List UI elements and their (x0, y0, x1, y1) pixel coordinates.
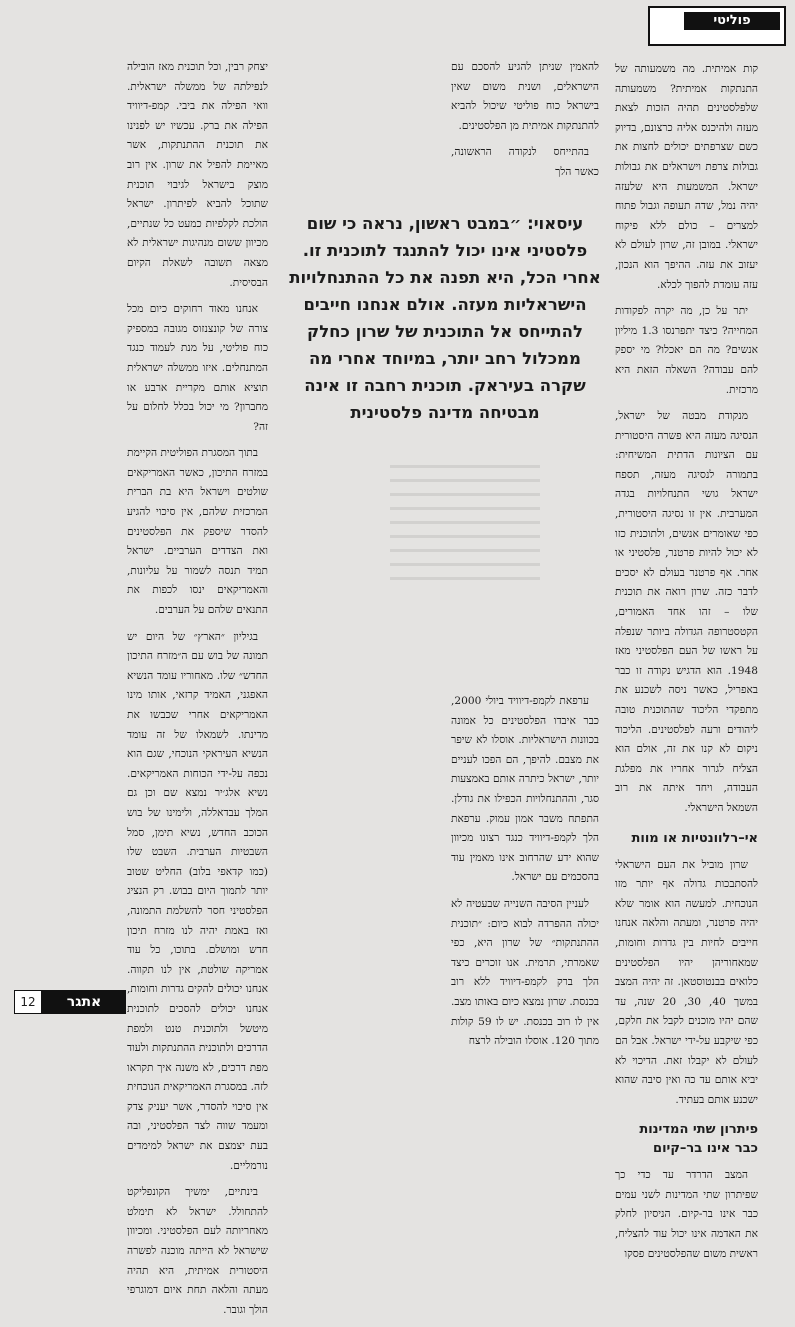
paragraph: להאמין שניתן להגיע להסכם עם הישראלים, ושנית משום שאין בישראל כוח פוליטי שיכול להביא להתנתקות אמיתית מן הפלסטינים. (451, 61, 599, 132)
subheading: פיתרון שתי המדינות כבר אינו בר–קיום (639, 1122, 758, 1157)
page-number: 12 (14, 990, 42, 1014)
page-footer (14, 988, 126, 1016)
section-label: פוליטי (684, 12, 780, 30)
paragraph: ערפאת לקמפ-דיוויד ביולי 2000, כבר איבדו הפלסטינים כל אמונה בכוונות הישראליות. אוסלו לא שיפר את מצבם. להיפך, הם הפכו לעניים יותר, ישראל כיתרה אותם באמצעות סגר, וההתנחלויות הכפילו את גודלן. התפתח משבר אמון עמוק. ערפאת הלך לקמפ-דיוויד כנגד רצונו מכיוון שהוא ידע שהרחוב אינו מאמין עוד בהסכמים עם ישראל. (451, 695, 599, 884)
magazine-logo: אתגר (42, 990, 126, 1014)
section-tag (648, 6, 786, 46)
paragraph: יצחק רבין, וכל תוכנית מאז הובילה לנפילתה של ממשלה ישראלית. וואי הפילה את ביבי. קמפ-דיוויד הפילה את ברק. עכשיו יש לפנינו את תוכנית ההתנתקות, אשר מאיימת להפיל את שרון. אין רוב מוצק בישראל לגיבוי תוכנית שתוכל להביא לפיתרון. ישראל הולכת לקלפיות כמעט כל שנתיים, מכיוון ששום מנהיגות ישראלית לא מצאה תשובה לשאלת הקיום הבסיסית. (127, 61, 268, 289)
subheading: אי–רלוונטיות או מוות (631, 830, 758, 846)
column-3 (127, 58, 268, 1327)
paragraph: קות אמיתית. מה משמעותה של התנתקות אמיתית? משמעותה שלפלסטינים תהיה הזכות לצאת מעזה ולהיכנס אליה כרצונם, בדיוק כשם שצרפתים יכולים לחצות את גבולות צרפת וישראלים את גבולות ישראל. המשמעות היא שלעזה יהיה נמל, שדה תעופה וגבול פתוח למצרים – כולם ללא פיקוח ישראלי. במובן זה, שרון לעולם לא יעזוב את עזה. ההיפך הוא הנכון, עזה עומדת להפוך לכלא. (615, 63, 758, 291)
paragraph: בהתייחס לנקודה הראשונה, כאשר הלך (451, 146, 599, 178)
column-2-bottom (451, 692, 599, 1059)
show-through-texture (390, 460, 540, 580)
paragraph: בינתיים, ימשיך הקונפליקט להתחולל. ישראל לא תימלט מאחריותה לעם הפלסטיני. ומכיוון שישראל לא הייתה מוכנה לפשרה היסטורית אמיתית, היא תהיה מעתה והלאה תחת איום דמוגרפי הולך וגובר. (127, 1186, 268, 1316)
pull-quote: עיסאוי: ״במבט ראשון, נראה כי שום פלסטיני אינו יכול להתנגד לתוכנית זו. אחרי הכל, היא תפנה את כל ההתנחלויות הישראליות מעזה. אולם אנחנו חייבים להתייחס אל התוכנית של שרון כחלק ממכלול רחב יותר, במיוחד אחרי מה שקרה בעיראק. תוכנית רחבה זו אינה מבטיחה מדינה פלסטינית (289, 214, 601, 422)
paragraph: המצב הדרדר עד כדי כך שפיתרון שתי המדינות לשני עמים כבר אינו בר-קיום. הניסיון לחלק את האדמה אינו יכול עוד להצליח, ראשית משום שהפלסטינים פסקו (615, 1169, 758, 1260)
paragraph: לעניין הסיבה השנייה שבעטיה לא יכולה ההפרדה לבוא כיום: ״תוכנית ההתנתקות״ של שרון היא, כפי שאמרתי, תרמית. אנו זוכרים כיצד הלך ברק לקמפ-דיוויד ללא רוב בכנסת. שרון נמצא כיום באותו מצב. אין לו רוב בכנסת. יש לו 59 קולות מתוך 120. אוסלו הובילה לרצח (451, 897, 599, 1048)
paragraph: יתר על כן, מה יקרה לפקודות המחייה? כיצד יתפרנסו 1.3 מיליון אנשים? מה הם יאכלו? מי יספק להם עבודה? השאלה הזאת היא מרכזית. (615, 305, 758, 396)
column-2-top (451, 58, 599, 190)
paragraph: אנחנו מאוד רחוקים כיום מכל צורה של קונצנזוס מגובה במספיק כוח פוליטי, על מנת לעמוד כנגד המתנחלים. איזו ממשלה ישראלית תוציא אותם מקריית ארבע או מחברון? מי יכול בכלל לחלום על זה? (127, 303, 268, 433)
column-1 (615, 60, 758, 1271)
paragraph: בתוך המסגרת הפוליטית הקיימת במזרח התיכון, כאשר האמריקאים שולטים וישראל היא בת הברית המרכזית שלהם, אין סיכוי להגיע להסדר שיספק את הפלסטינים ואת הצדדים הערביים. ישראל תמיד תנסה לשמור על עליונות, והאמריקאים ינסו לכפות את התנאים שלהם על הערבים. (127, 447, 268, 617)
paragraph: שרון מוביל את העם הישראלי להסתבכות גדולה אף יותר מזו הנוכחית. למעשה הוא אומר שלא יהיה פרטנר, ומעתה והלאה אנחנו חייבים לחיות בין גדרות וחומות, שמאחוריהן יהיו הפלסטינים כלואים בבנטוסטאן. זה יהיה המצב במשך 40, 30, 20 שנה, עד שהם יהיו מוכנים לקבל את חלקם, כפי שיקבע על-ידי ישראל. אבל הם לעולם לא יקבלו זאת. הדיכוי לא יביא אותם עד כה ואין סיבה שהוא ישכנע אותם בעתיד. (615, 858, 758, 1106)
paragraph: מנקודת מבטה של ישראל, הנסיגה מעזה היא פשרה היסטורית עם הציונות הדתית המשיחית: בתמורה לנסיגה מעזה, תספח ישראל גושי התנחלויות בגדה המערבית. אין זו נסיגה היסטורית, כפי שאומרים אנשים, ולתוכנית כזו לא יכול להיות פרטנר, פלסטיני או אחר. אף פרטנר בעולם לא יסכים לדבר כזה. שרון רואה את תוכנית שלו – זהו אחד האמורים, הקטסטרופה הגדולה ביותר שנפלה על ראשו של העם הפלסטיני מאז 1948. הוא הדגיש נקודה זו כבר באפריל, כאשר ניסה לשכנע את מתפקדי הליכוד שהתוכנית טובה ליהודים ורעה לפלסטינים. הליכוד ניקום לא קנו את זה, אולם הוא הצליח לגרור אחריו את מפלגת העבודה, ויחד איתה את רוב השמאל הישראלי. (615, 410, 758, 814)
paragraph: בגיליון ״הארץ״ של היום יש תמונה של בוש עם ה״מזרח התיכון החדש״ שלו. מאחוריו עומד הנשיא האפגני, האמיד קרזאי, אותו מינו האמריקאים אחרי שכבשו את מדינתו. לשמאלו של זה עומד הנשיא העיראקי הנוכחי, שגם הוא נכפה על-ידי הכוחות האמריקאים. נשיא אלג׳יר נמצא שם וכן גם המלך עבדאללה, ולימינו של בוש הכוכב החדש, נשיא תימן, סמל השבטיות הערבית. השבט שלו (כמו קדאפי בלוב) החליט שטוב יותר לתמוך היום בבוש. רק הנציג הפלסטיני חסר להשלמת התמונה, ואז באמת יהיה לנו מזרח תיכון חדש ומושלם. בתוכו, כל עוד אמריקה שולטת, אין לנו תקווה. אנחנו יכולים להקים גדרות וחומות, אנחנו יכולים להסכים לתוכנית מיטשל ולתוכנית טנט ולמפת הדרכים ולתוכנית ההתנתקות ולעוד מפת דרכים, לא משנה איך תקראו לזה. במסגרת האמריקאית הנוכחית אין סיכוי להסדר, אשר יעניק צדק ומעמד שווה לצד הפלסטיני, ובה בעת יצמצם את ישראל למימדים נורמליים. (127, 630, 268, 1172)
